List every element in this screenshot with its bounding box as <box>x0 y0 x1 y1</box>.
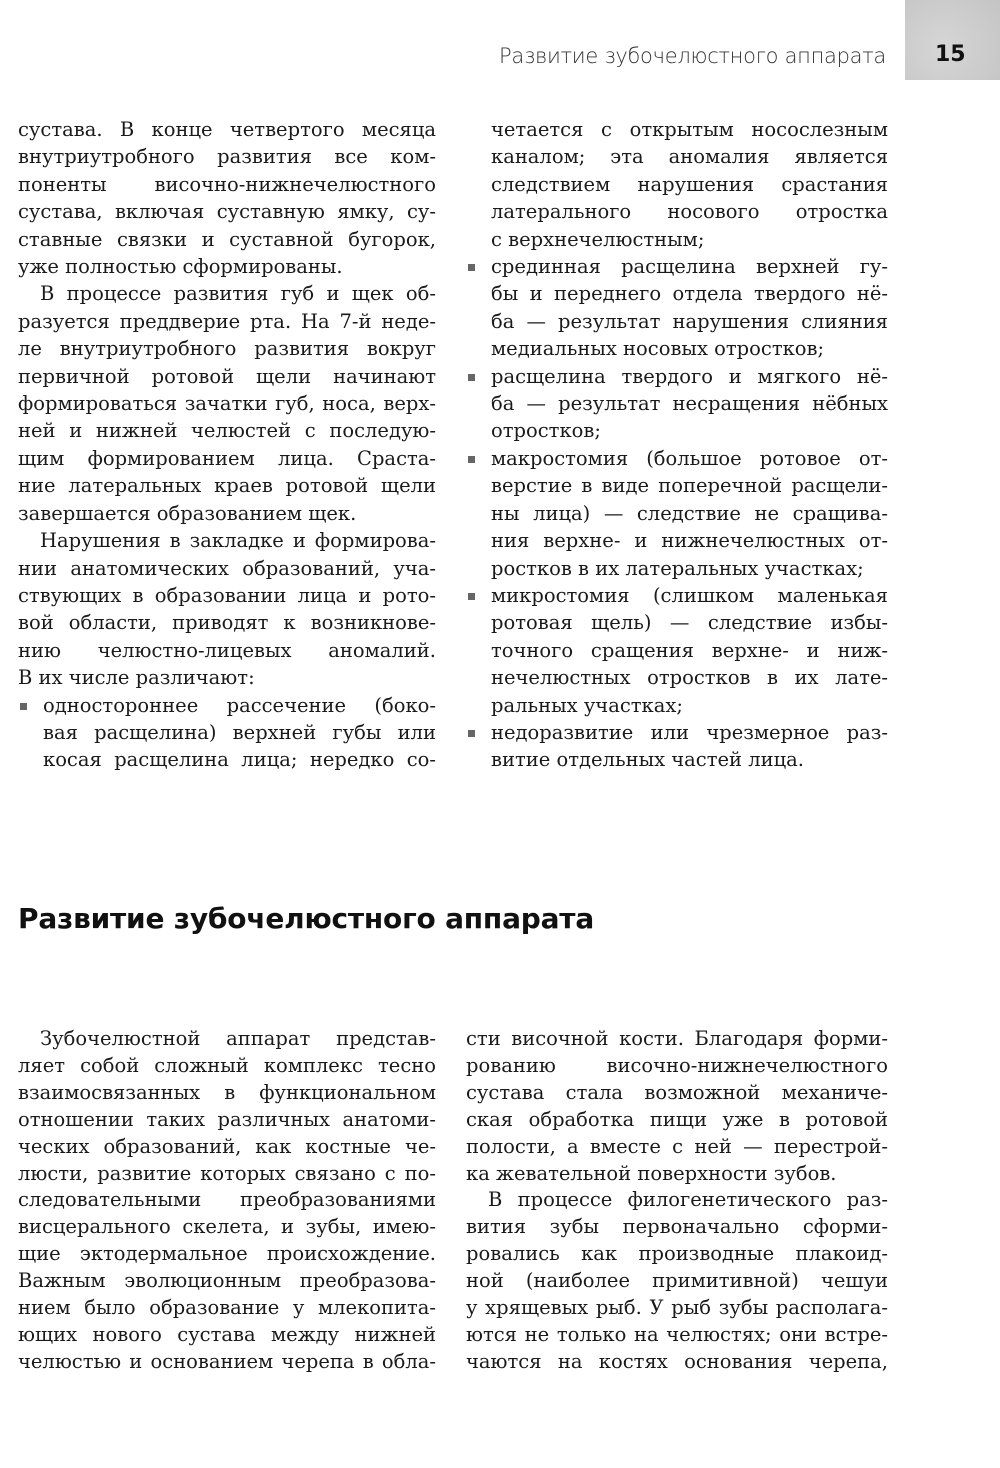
text-line: ба — результат несращения нёбных <box>491 392 888 416</box>
bullet-icon <box>468 593 475 600</box>
text-line: у хрящевых рыб. У рыб зубы располага- <box>466 1296 888 1320</box>
section-heading: Развитие зубочелюстного аппарата <box>18 902 595 935</box>
text-line: каналом; эта аномалия является <box>491 145 888 169</box>
text-line: полости, а вместе с ней — перестрой- <box>466 1134 888 1158</box>
text-line: нии анатомических образований, уча- <box>18 556 436 580</box>
text-line: ростков в их латеральных участках; <box>491 556 864 580</box>
text-line: уже полностью сформированы. <box>18 255 343 279</box>
text-line: В их числе различают: <box>18 666 255 690</box>
text-line: ней и нижней челюстей с последую- <box>18 419 436 443</box>
text-line: В процессе филогенетического раз- <box>488 1188 888 1212</box>
text-line: взаимосвязанных в функциональном <box>18 1080 436 1104</box>
text-line: четается с открытым носослезным <box>491 118 888 141</box>
list-item <box>18 692 436 774</box>
list-item <box>466 582 888 719</box>
paragraph <box>18 1026 436 1376</box>
text-line: В процессе развития губ и щек об- <box>40 282 436 306</box>
text-line: вития зубы первоначально сформи- <box>466 1215 888 1239</box>
running-header: Развитие зубочелюстного аппарата <box>499 44 886 68</box>
bullet-icon <box>468 264 475 271</box>
text-line: сустава, включая суставную ямку, су- <box>18 200 436 224</box>
text-line: Важным эволюционным преобразова- <box>18 1269 436 1293</box>
bullet-icon <box>468 374 475 381</box>
list-item <box>466 719 888 774</box>
text-line: ны лица) — следствие не сращива- <box>491 501 888 525</box>
text-line: ральных участках; <box>491 693 683 717</box>
text-line: ческих образований, как костные че- <box>18 1134 436 1158</box>
list-item-continuation <box>466 116 888 253</box>
text-line: макростомия (большое ротовое от- <box>491 446 888 470</box>
text-line: с верхнечелюстным; <box>491 227 705 251</box>
text-line: щим формированием лица. Сраста- <box>18 446 436 470</box>
text-line: срединная расщелина верхней гу- <box>491 255 888 279</box>
text-line: сустава стала возможной механиче- <box>466 1080 888 1104</box>
text-line: внутриутробного развития все ком- <box>18 145 436 169</box>
text-line: косая расщелина лица; нередко со- <box>43 748 436 772</box>
top-left-column <box>18 116 436 774</box>
text-line: рованию височно-нижнечелюстного <box>466 1053 888 1077</box>
list-item <box>466 445 888 582</box>
text-line: поненты височно-нижнечелюстного <box>18 172 436 196</box>
list-item <box>466 363 888 445</box>
text-line: ющих нового сустава между нижней <box>18 1322 436 1346</box>
text-line: чаются на костях основания черепа, <box>466 1349 888 1373</box>
text-line: ствующих в образовании лица и рото- <box>18 583 436 607</box>
text-line: недоразвитие или чрезмерное раз- <box>491 720 888 744</box>
text-line: ровались как производные плакоид- <box>466 1242 888 1266</box>
paragraph <box>18 527 436 691</box>
paragraph <box>466 1026 888 1187</box>
text-line: вой области, приводят к возникнове- <box>18 611 436 635</box>
top-right-column <box>466 116 888 774</box>
text-line: нию челюстно-лицевых аномалий. <box>18 638 436 662</box>
text-line: отростков; <box>491 419 601 443</box>
text-line: верстие в виде поперечной расщели- <box>491 474 888 498</box>
text-line: витие отдельных частей лица. <box>491 748 804 772</box>
bullet-icon <box>468 730 475 737</box>
text-line: сустава. В конце четвертого месяца <box>18 118 436 141</box>
text-line: ной (наиболее примитивной) чешуи <box>466 1269 888 1293</box>
text-line: нечелюстных отростков в их лате- <box>491 666 888 690</box>
paragraph <box>18 116 436 280</box>
text-line: одностороннее рассечение (боко- <box>43 693 436 717</box>
text-line: отношении таких различных анатоми- <box>18 1107 436 1131</box>
text-line: люсти, развитие которых связано с по- <box>18 1161 436 1185</box>
text-line: следовательными преобразованиями <box>18 1188 436 1212</box>
text-line: ются не только на челюстях; они встре- <box>466 1322 888 1346</box>
text-line: расщелина твердого и мягкого нё- <box>491 364 888 388</box>
text-line: микростомия (слишком маленькая <box>491 583 888 607</box>
text-line: висцерального скелета, и зубы, имею- <box>18 1215 436 1239</box>
bullet-icon <box>468 456 475 463</box>
text-line: ставные связки и суставной бугорок, <box>18 227 436 251</box>
paragraph <box>466 1187 888 1375</box>
text-line: ротовая щель) — следствие избы- <box>491 611 888 635</box>
text-line: бы и переднего отдела твердого нё- <box>491 282 888 306</box>
text-line: латерального носового отростка <box>491 200 888 224</box>
text-line: ская обработка пищи уже в ротовой <box>466 1107 888 1131</box>
text-line: Нарушения в закладке и формирова- <box>40 529 436 553</box>
text-line: формироваться зачатки губ, носа, верх- <box>18 392 436 416</box>
text-line: челюстью и основанием черепа в обла- <box>18 1349 436 1373</box>
text-line: нием было образование у млекопита- <box>18 1296 436 1320</box>
text-line: следствием нарушения срастания <box>491 172 888 196</box>
text-line: Зубочелюстной аппарат представ- <box>40 1027 436 1050</box>
page-number-box <box>905 0 1000 80</box>
page-number: 15 <box>935 42 966 67</box>
text-line: ка жевательной поверхности зубов. <box>466 1161 837 1185</box>
text-line: вая расщелина) верхней губы или <box>43 720 436 744</box>
bottom-left-column <box>18 1026 436 1376</box>
text-line: ния верхне- и нижнечелюстных от- <box>491 529 888 553</box>
text-line: щие эктодермальное происхождение. <box>18 1242 436 1266</box>
text-line: первичной ротовой щели начинают <box>18 364 436 388</box>
text-line: разуется преддверие рта. На 7-й неде- <box>18 309 436 333</box>
text-line: ле внутриутробного развития вокруг <box>18 337 436 361</box>
paragraph <box>18 280 436 527</box>
text-line: ба — результат нарушения слияния <box>491 309 888 333</box>
text-line: ляет собой сложный комплекс тесно <box>18 1053 436 1077</box>
text-line: точного сращения верхне- и ниж- <box>491 638 888 662</box>
bullet-icon <box>20 703 27 710</box>
list-item <box>466 253 888 363</box>
text-line: завершается образованием щек. <box>18 501 357 525</box>
text-line: медиальных носовых отростков; <box>491 337 825 361</box>
text-line: сти височной кости. Благодаря форми- <box>466 1027 888 1050</box>
bottom-right-column <box>466 1026 888 1376</box>
text-line: ние латеральных краев ротовой щели <box>18 474 436 498</box>
